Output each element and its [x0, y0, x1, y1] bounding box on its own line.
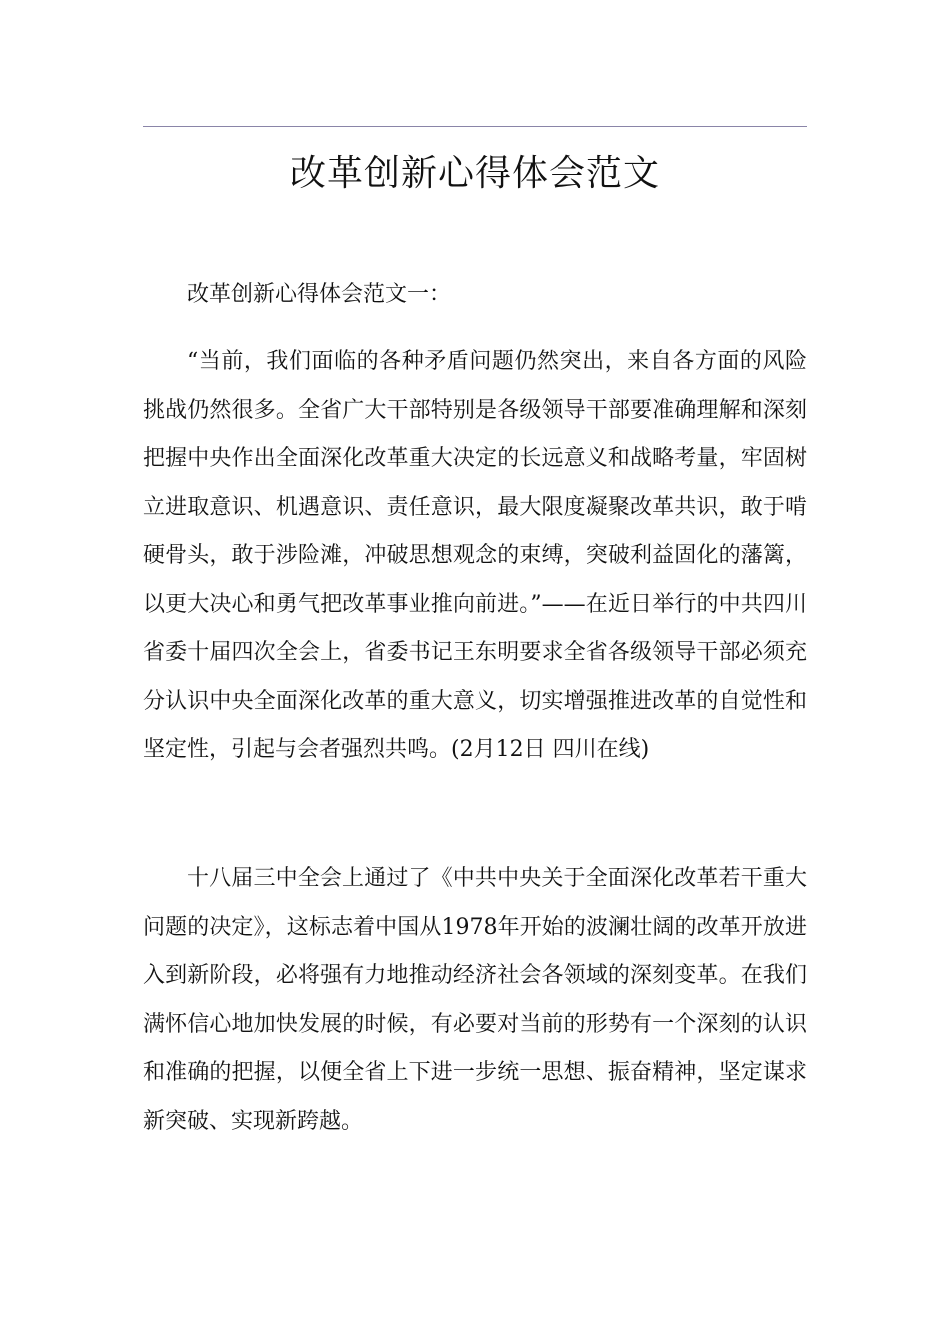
section-subheading: 改革创新心得体会范文一：	[187, 282, 452, 307]
paragraph-2: 十八届三中全会上通过了《中共中央关于全面深化改革若干重大问题的决定》，这标志着中国从1978年开始的波澜壮阔的改革开放进入到新阶段，必将强有力地推动经济社会各领域的深刻变革。在我们满怀信心地加快发展的时候，有必要对当前的形势有一个深刻的认识和准确的把握，以便全省上下进一步统一思想、振奋精神，坚定谋求新突破、实现新跨越。	[143, 866, 807, 1134]
header-divider	[143, 126, 807, 127]
document-title: 改革创新心得体会范文	[289, 153, 660, 194]
paragraph-1: “当前，我们面临的各种矛盾问题仍然突出，来自各方面的风险挑战仍然很多。全省广大干部特别是各级领导干部要准确理解和深刻把握中央作出全面深化改革重大决定的长远意义和战略考量，牢固树立进取意识、机遇意识、责任意识，最大限度凝聚改革共识，敢于啃硬骨头，敢于涉险滩，冲破思想观念的束缚，突破利益固化的藩篱，以更大决心和勇气把改革事业推向前进。”——在近日举行的中共四川省委十届四次全会上，省委书记王东明要求全省各级领导干部必须充分认识中央全面深化改革的重大意义，切实增强推进改革的自觉性和坚定性，引起与会者强烈共鸣。(2月12日 四川在线)	[143, 349, 807, 762]
